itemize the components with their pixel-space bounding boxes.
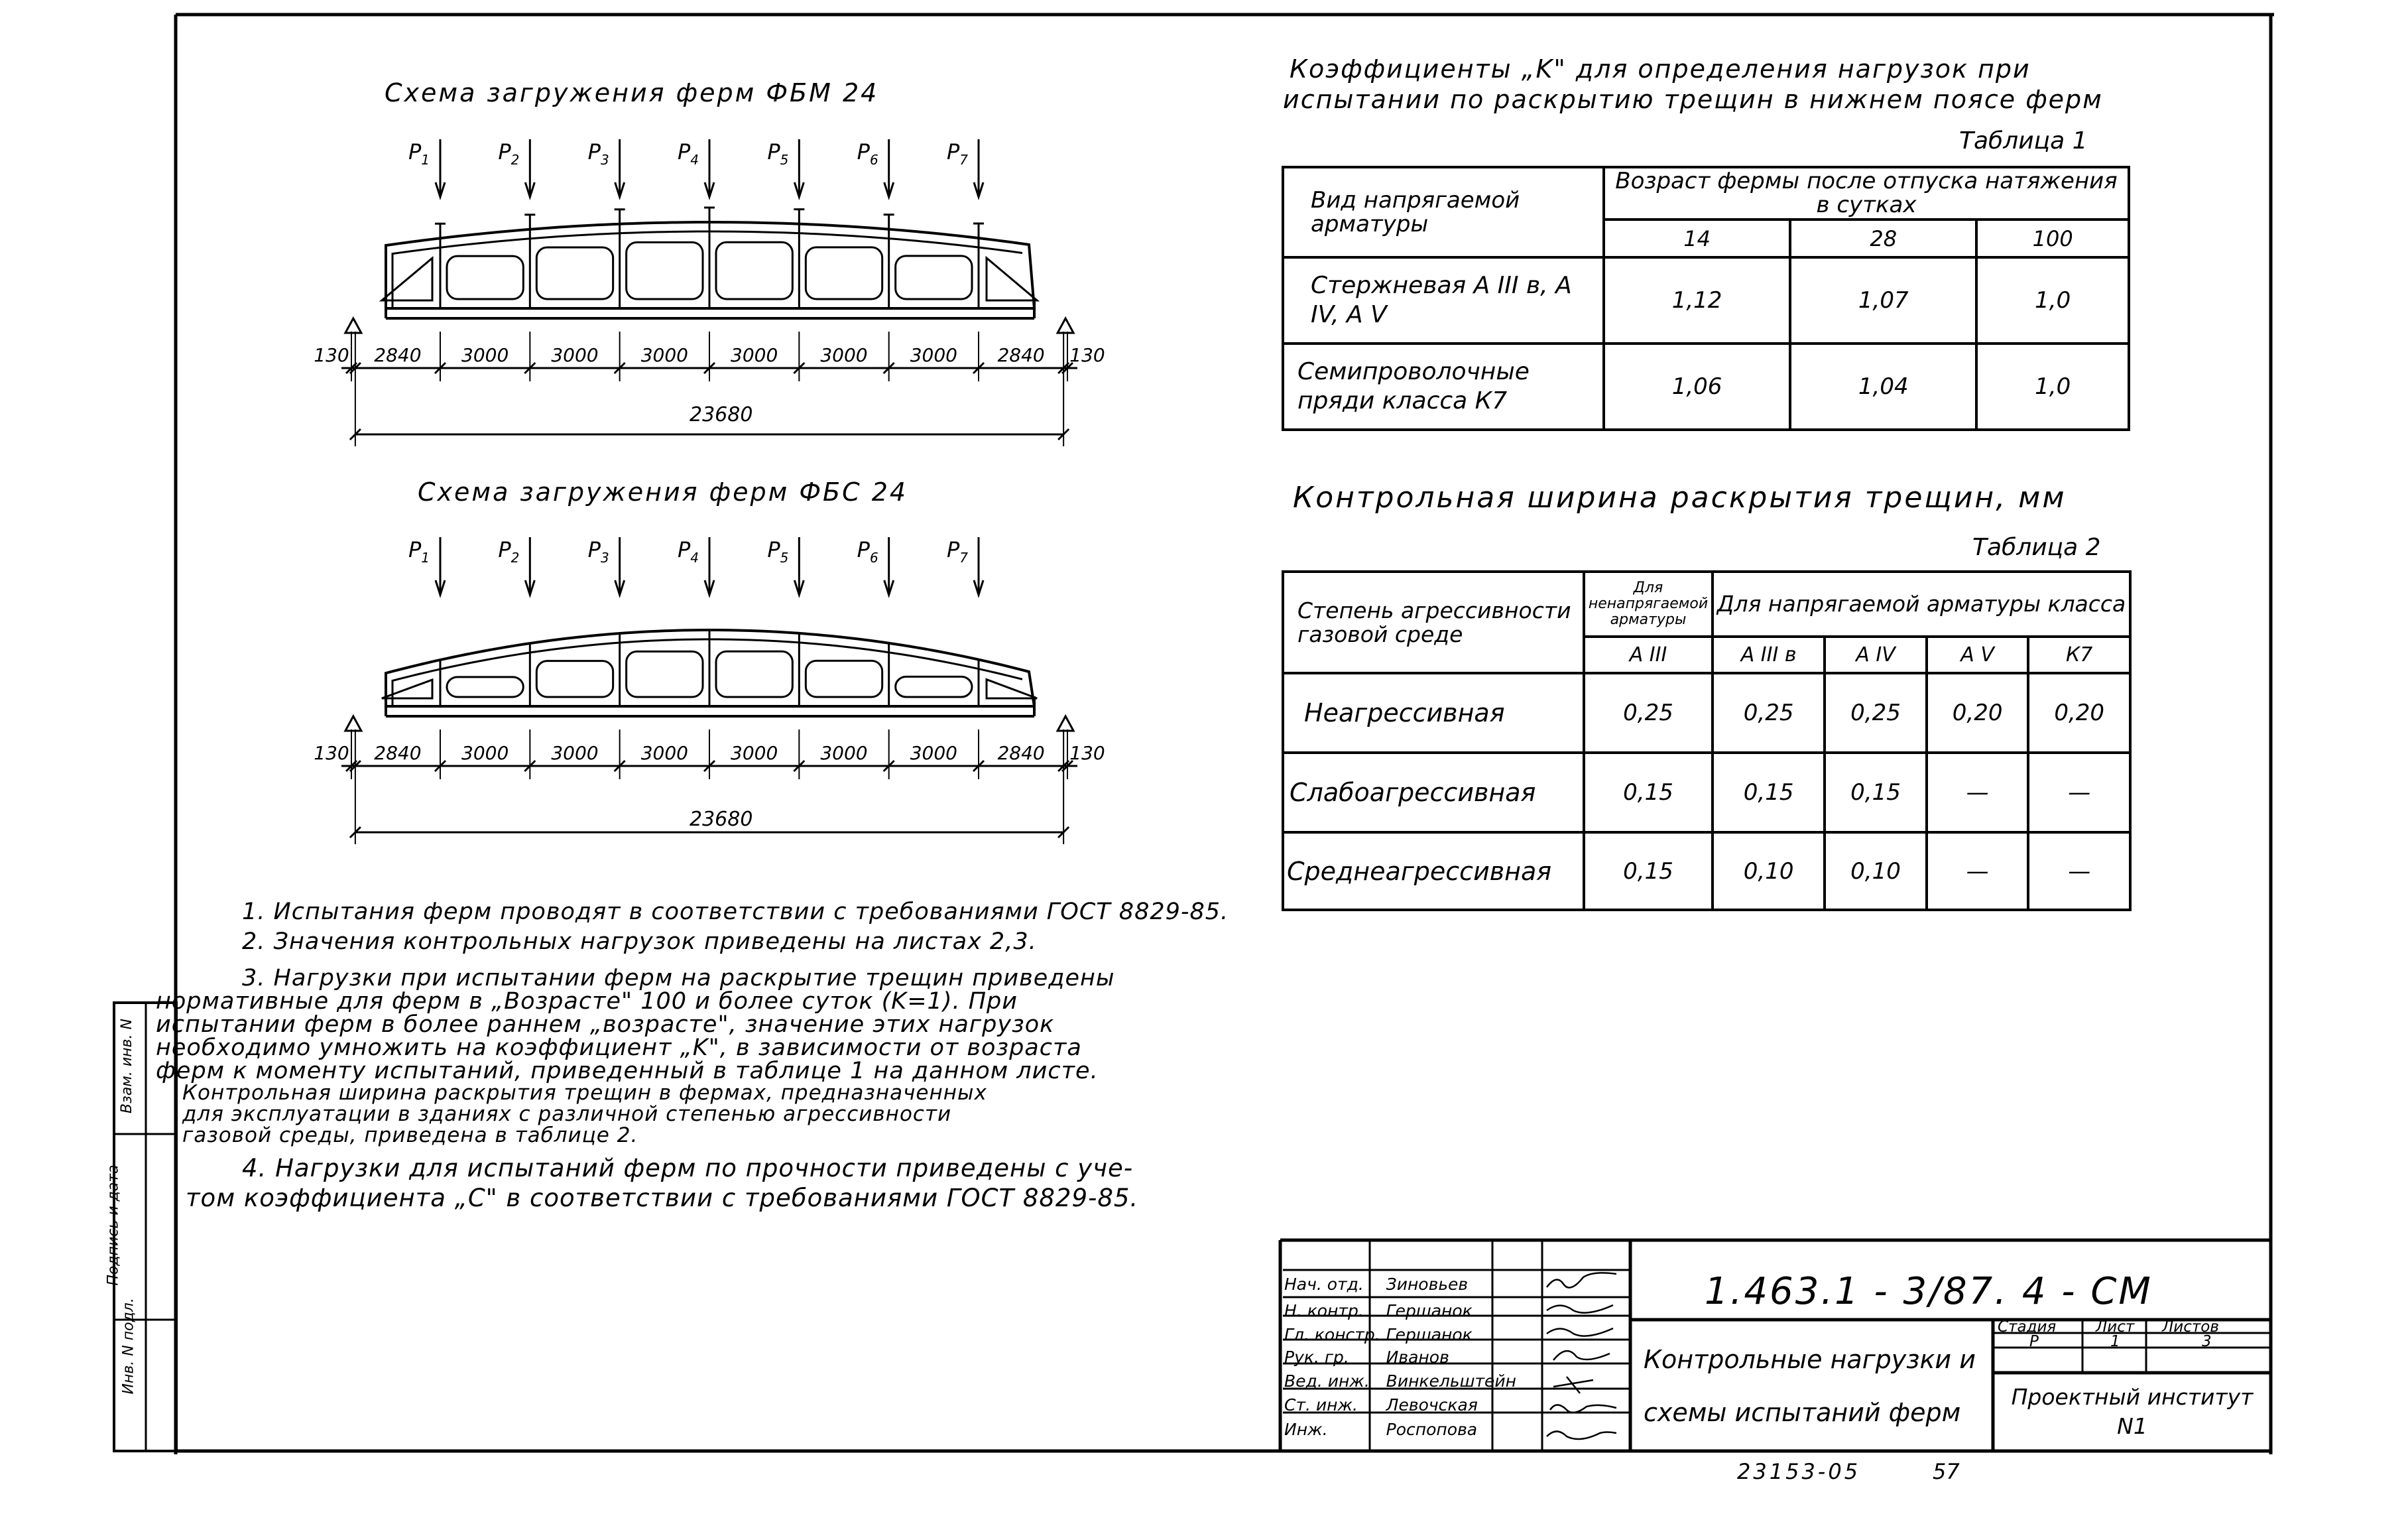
truss-end-opening	[382, 258, 432, 300]
table2-label: Таблица 2	[1972, 534, 2101, 561]
truss-opening	[627, 242, 703, 299]
table1-row2-name: Семипроволочные пряди класса К7	[1283, 344, 1604, 430]
table2-cell: 0,25	[1713, 673, 1825, 753]
table2-cell: 0,20	[1927, 673, 2029, 753]
note-3-line1: 3. Нагрузки при испытании ферм на раскрытие трещин приведены	[242, 965, 1115, 991]
truss-opening	[447, 677, 523, 697]
truss-opening	[806, 247, 882, 299]
table2-cell: —	[1927, 753, 2029, 832]
table1-heading-line2: испытании по раскрытию трещин в нижнем поясе ферм	[1283, 85, 2103, 114]
staff-role: Рук. гр.	[1284, 1347, 1349, 1367]
stamp-replacement: Взам. инв. N	[118, 1019, 135, 1113]
table2-heading: Контрольная ширина раскрытия трещин, мм	[1293, 481, 2067, 515]
load-label: $P_2$	[498, 537, 520, 566]
load-label: $P_3$	[587, 537, 609, 566]
org-name: Проектный институт N1	[2011, 1384, 2254, 1439]
truss-opening	[896, 256, 972, 299]
load-label: $P_4$	[678, 139, 699, 168]
load-label: $P_5$	[767, 537, 789, 566]
table1-age-14: 14	[1604, 220, 1790, 257]
sheet-label: Лист	[2096, 1318, 2135, 1336]
dim-label: 3000	[551, 742, 599, 764]
support	[345, 318, 361, 333]
table1-cell: 1,0	[1976, 257, 2129, 344]
table2-class-a3: А III	[1584, 637, 1713, 673]
table1-cell: 1,06	[1604, 344, 1790, 430]
note-3-line3: испытании ферм в более раннем „возрасте", значение этих нагрузок	[156, 1011, 1055, 1038]
table2-cell: 0,25	[1584, 673, 1713, 753]
doc-code: 1.463.1 - 3/87. 4 - СМ	[1705, 1270, 2153, 1313]
load-label: $P_2$	[498, 139, 520, 168]
dim-label: 3000	[910, 742, 957, 764]
staff-name: Иванов	[1386, 1347, 1449, 1367]
load-label: $P_1$	[408, 139, 430, 168]
load-label: $P_7$	[947, 139, 969, 168]
dim-label: 3000	[731, 742, 778, 764]
table2-cell: —	[2028, 753, 2130, 832]
table2-cell: 0,25	[1825, 673, 1927, 753]
staff-name: Зиновьев	[1386, 1274, 1469, 1294]
staff-role: Гл. констр.	[1284, 1325, 1380, 1344]
note-3-line5: ферм к моменту испытаний, приведенный в таблице 1 на данном листе.	[156, 1058, 1099, 1084]
table2-cell: 0,15	[1825, 753, 1927, 832]
table2-col-stressed: Для напрягаемой арматуры класса	[1713, 572, 2130, 637]
table1-col-type: Вид напрягаемой арматуры	[1283, 167, 1604, 257]
note-3-line7: для эксплуатации в зданиях с различной степенью агрессивности	[182, 1102, 952, 1126]
table2-row1-name: Неагрессивная	[1283, 673, 1584, 753]
stamp-inv-no: Инв. N подл.	[120, 1298, 137, 1395]
staff-row	[1284, 1297, 1517, 1324]
sheet-value: 1	[2110, 1333, 2120, 1350]
truss-opening	[536, 247, 613, 299]
load-label: $P_6$	[857, 139, 878, 168]
staff-name: Левочская	[1386, 1395, 1478, 1415]
doc-title: Контрольные нагрузки и схемы испытаний ферм	[1644, 1345, 1976, 1427]
scheme2-title: Схема загружения ферм ФБС 24	[418, 477, 908, 507]
table2-cell: 0,10	[1825, 832, 1927, 910]
staff-row	[1284, 1271, 1517, 1297]
table1-col-age: Возраст фермы после отпуска натяжения в сутках	[1604, 167, 2129, 220]
table1-label: Таблица 1	[1959, 127, 2088, 155]
truss-end-opening	[382, 680, 432, 698]
table2-row3-name: Среднеагрессивная	[1283, 832, 1584, 910]
truss-opening	[536, 661, 613, 697]
dim-label: 130	[314, 344, 349, 366]
dim-label: 3000	[820, 742, 868, 764]
staff-row	[1284, 1345, 1517, 1369]
load-label: $P_1$	[408, 537, 430, 566]
staff-name: Роспопова	[1386, 1419, 1478, 1439]
staff-name: Гершанок	[1386, 1301, 1473, 1320]
table2-cell: 0,10	[1713, 832, 1825, 910]
note-3-line4: необходимо умножить на коэффициент „K", в зависимости от возраста	[156, 1035, 1082, 1061]
load-label: $P_3$	[587, 139, 609, 168]
table-row	[1283, 753, 2130, 832]
staff-role: Инж.	[1284, 1419, 1328, 1439]
stage-value: Р	[2029, 1333, 2039, 1350]
load-label: $P_5$	[767, 139, 789, 168]
table2-cell: —	[1927, 832, 2029, 910]
doc-number: 23153-05	[1737, 1459, 1861, 1484]
note-1: 1. Испытания ферм проводят в соответствии с требованиями ГОСТ 8829-85.	[242, 899, 1229, 925]
dim-label: 3000	[640, 344, 688, 366]
table2-cell: 0,15	[1713, 753, 1825, 832]
dim-label: 3000	[731, 344, 778, 366]
note-2: 2. Значения контрольных нагрузок приведены на листах 2,3.	[242, 928, 1037, 955]
table1	[1282, 166, 2130, 431]
table2-cell: 0,20	[2028, 673, 2130, 753]
staff-role: Ст. инж.	[1284, 1395, 1358, 1415]
support	[1057, 716, 1073, 731]
load-label: $P_4$	[678, 537, 699, 566]
truss1-diagram	[314, 129, 1105, 448]
table2	[1282, 570, 2132, 911]
note-3-line8: газовой среды, приведена в таблице 2.	[182, 1123, 638, 1147]
dim-label: 2840	[997, 742, 1045, 764]
truss-opening	[716, 651, 792, 697]
dim-label: 130	[314, 742, 349, 764]
table-row	[1283, 257, 2129, 344]
table1-heading-line1: Коэффициенты „K" для определения нагрузок при	[1290, 54, 2031, 84]
dim-label: 2840	[997, 344, 1045, 366]
truss1-total-dim: 23680	[690, 403, 753, 426]
table2-cell: —	[2028, 832, 2130, 910]
table1-cell: 1,12	[1604, 257, 1790, 344]
truss2-diagram	[314, 527, 1105, 852]
truss-opening	[716, 242, 792, 299]
note-4-line2: том коэффициента „C" в соответствии с требованиями ГОСТ 8829-85.	[186, 1184, 1139, 1212]
staff-role: Вед. инж.	[1284, 1371, 1370, 1391]
truss2-total-dim: 23680	[690, 808, 753, 831]
dim-label: 3000	[910, 344, 957, 366]
staff-row	[1284, 1369, 1517, 1393]
signatures	[1540, 1271, 1633, 1450]
support	[345, 716, 361, 731]
table-row	[1283, 832, 2130, 910]
staff-table	[1284, 1271, 1517, 1442]
table1-age-100: 100	[1976, 220, 2129, 257]
scheme1-title: Схема загружения ферм ФБМ 24	[385, 78, 879, 107]
stage-label: Стадия	[1998, 1318, 2057, 1336]
stamp-signature-date: Подпись и дата	[105, 1165, 122, 1286]
staff-name: Винкельштейн	[1386, 1371, 1517, 1391]
staff-role: Н. контр.	[1284, 1301, 1364, 1320]
title-block	[1280, 1240, 2271, 1452]
support	[1057, 318, 1073, 333]
table2-row2-name: Слабоагрессивная	[1283, 753, 1584, 832]
dim-label: 3000	[461, 742, 509, 764]
truss-opening	[896, 676, 972, 697]
staff-name: Гершанок	[1386, 1325, 1473, 1344]
truss-opening	[806, 661, 882, 697]
table2-cell: 0,15	[1584, 753, 1713, 832]
top-chord-inner	[392, 231, 1022, 308]
truss-opening	[447, 256, 523, 299]
load-label: $P_6$	[857, 537, 878, 566]
table2-class-a3v: А III в	[1713, 637, 1825, 673]
table2-class-a5: А V	[1927, 637, 2029, 673]
sheets-value: 3	[2202, 1333, 2212, 1350]
staff-row	[1284, 1417, 1517, 1442]
table1-cell: 1,07	[1790, 257, 1976, 344]
page-number: 57	[1933, 1459, 1960, 1484]
note-3-line6: Контрольная ширина раскрытия трещин в фермах, предназначенных	[182, 1081, 987, 1105]
table1-age-28: 28	[1790, 220, 1976, 257]
table-row	[1283, 673, 2130, 753]
dim-label: 2840	[374, 344, 422, 366]
table1-cell: 1,04	[1790, 344, 1976, 430]
load-label: $P_7$	[947, 537, 969, 566]
table2-cell: 0,15	[1584, 832, 1713, 910]
sheets-label: Листов	[2162, 1318, 2219, 1336]
table2-col-nonstressed: Для ненапрягаемой арматуры	[1584, 572, 1713, 637]
table1-cell: 1,0	[1976, 344, 2129, 430]
table2-class-k7: К7	[2028, 637, 2130, 673]
table1-row1-name: Стержневая А III в, А IV, А V	[1283, 257, 1604, 344]
table2-class-a4: А IV	[1825, 637, 1927, 673]
table2-col-degree: Степень агрессивности газовой среде	[1283, 572, 1584, 673]
staff-row	[1284, 1393, 1517, 1417]
dim-label: 3000	[551, 344, 599, 366]
dim-label: 130	[1069, 344, 1105, 366]
dim-label: 3000	[820, 344, 868, 366]
staff-row	[1284, 1324, 1517, 1345]
note-4-line1: 4. Нагрузки для испытаний ферм по прочности приведены с уче-	[242, 1154, 1134, 1182]
note-3-line2: нормативные для ферм в „Возрасте" 100 и более суток (K=1). При	[156, 988, 1018, 1015]
table-row	[1283, 344, 2129, 430]
dim-label: 130	[1069, 742, 1105, 764]
dim-label: 3000	[640, 742, 688, 764]
truss-opening	[627, 651, 703, 697]
dim-label: 2840	[374, 742, 422, 764]
staff-role: Нач. отд.	[1284, 1274, 1364, 1294]
dim-label: 3000	[461, 344, 509, 366]
